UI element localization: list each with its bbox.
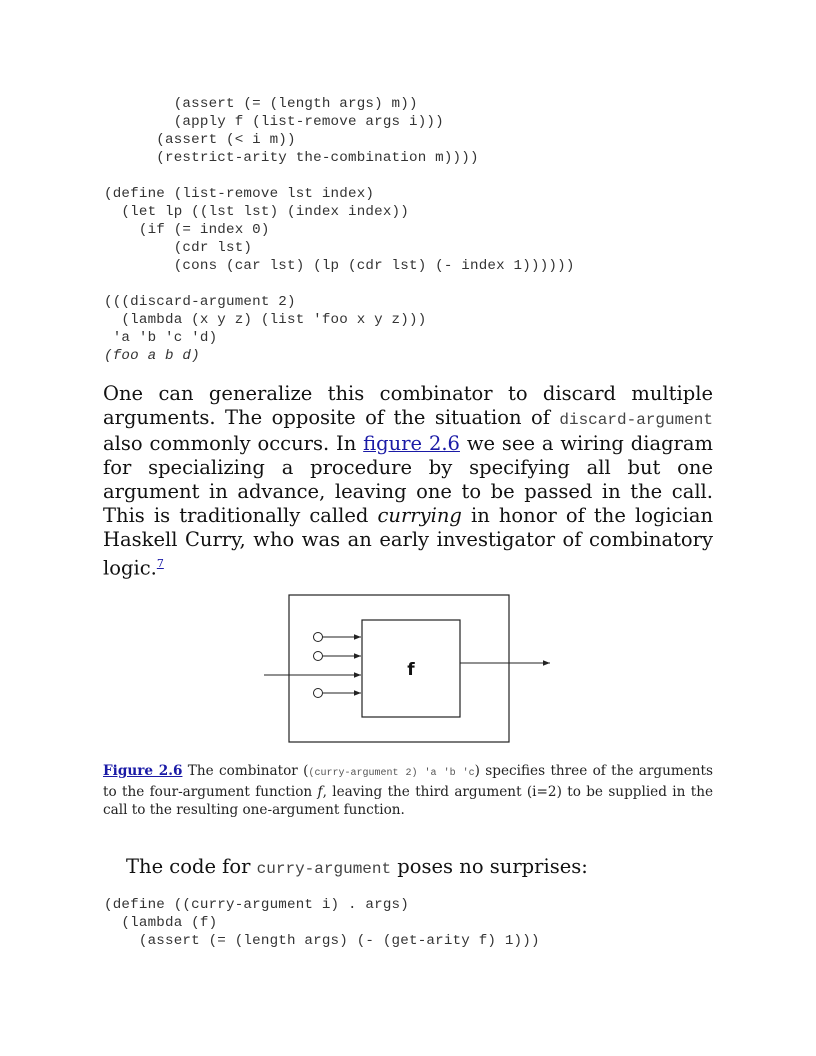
code-block-2 [104, 185, 575, 275]
inline-code: discard-argument [559, 411, 713, 429]
code-line: (define (list-remove lst index) [104, 186, 375, 202]
code-line: (assert (= (length args) m)) [104, 96, 418, 112]
code-line: (restrict-arity the-combination m)))) [104, 150, 479, 166]
body-paragraph: One can generalize this combinator to discard multiple arguments. The opposite of the situation of discard-argument also commonly occurs. In figure 2.6 we see a wiring diagram for specializing a procedure by specifying all but one argument in advance, leaving one to be passed in the call. This is traditionally called currying in honor of the logician Haskell Curry, who was an early investigator of combinatory logic.$^7$ [103, 382, 713, 580]
code-line: (((discard-argument 2) [104, 294, 296, 310]
figure-caption: Figure 2.6 The combinator ((curry-argument 2) 'a 'b 'c) specifies three of the arguments to the four-argument function f, leaving the third argument (i=2) to be supplied in the call to the resulting one-argument function. [103, 763, 713, 818]
code-line: (define ((curry-argument i) . args) [104, 897, 409, 913]
code-line: (assert (= (length args) (- (get-arity f) 1))) [104, 933, 540, 949]
code-block-4 [104, 896, 540, 950]
footnote-link[interactable]: 7 [156, 557, 164, 570]
code-line: 'a 'b 'c 'd) [104, 330, 218, 346]
code-line: (lambda (x y z) (list 'foo x y z))) [104, 312, 427, 328]
code-line: (apply f (list-remove args i))) [104, 114, 444, 130]
code-result-line: (foo a b d) [104, 348, 200, 364]
code-line: (cdr lst) [104, 240, 253, 256]
caption-inline-code: (curry-argument 2) 'a 'b 'c [308, 768, 475, 779]
function-box [362, 620, 460, 717]
code-block-3 [104, 293, 426, 365]
preset-input-circle [314, 652, 323, 661]
code-line: (let lp ((lst lst) (index index)) [104, 204, 409, 220]
intro-sentence: The code for curry-argument poses no surprises: [126, 855, 588, 878]
code-line: (cons (car lst) (lp (cdr lst) (- index 1)))))) [104, 258, 575, 274]
preset-input-circle [314, 633, 323, 642]
function-label: f [407, 660, 415, 680]
code-block-1 [104, 95, 479, 167]
inline-code: curry-argument [256, 860, 392, 878]
code-line: (if (= index 0) [104, 222, 270, 238]
code-line: (lambda (f) [104, 915, 218, 931]
code-line: (assert (< i m)) [104, 132, 296, 148]
figure-link[interactable]: figure 2.6 [363, 432, 460, 455]
preset-input-circle [314, 689, 323, 698]
outer-combinator-box [289, 595, 509, 742]
figure-label-link[interactable]: Figure 2.6 [103, 763, 183, 779]
